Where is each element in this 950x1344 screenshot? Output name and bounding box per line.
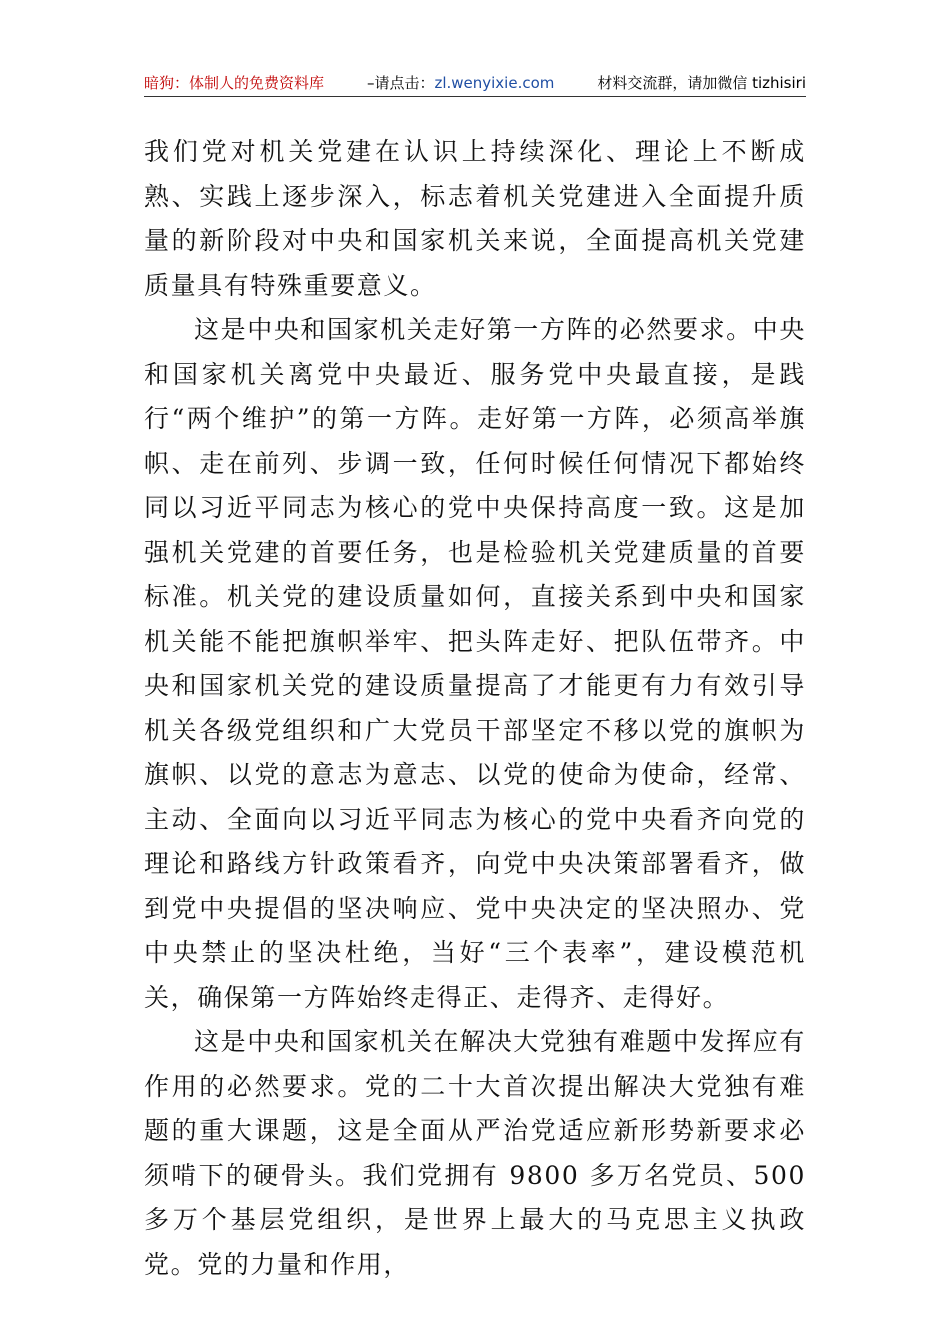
page-header xyxy=(144,68,806,97)
header-url-link[interactable]: zl.wenyixie.com xyxy=(434,73,555,92)
paragraph-3: 这是中央和国家机关在解决大党独有难题中发挥应有作用的必然要求。党的二十大首次提出解决大党独有难题的重大课题，这是全面从严治党适应新形势新要求必须啃下的硬骨头。我们党拥有 9800 多万名党员、500 多万个基层党组织，是世界上最大的马克思主义执政党。党的力量和作用， xyxy=(144,1027,806,1279)
paragraph-2: 这是中央和国家机关走好第一方阵的必然要求。中央和国家机关离党中央最近、服务党中央最直接，是践行“两个维护”的第一方阵。走好第一方阵，必须高举旗帜、走在前列、步调一致，任何时候任何情况下都始终同以习近平同志为核心的党中央保持高度一致。这是加强机关党建的首要任务，也是检验机关党建质量的首要标准。机关党的建设质量如何，直接关系到中央和国家机关能不能把旗帜举牢、把头阵走好、把队伍带齐。中央和国家机关党的建设质量提高了才能更有力有效引导机关各级党组织和广大党员干部坚定不移以党的旗帜为旗帜、以党的意志为意志、以党的使命为使命，经常、主动、全面向以习近平同志为核心的党中央看齐向党的理论和路线方针政策看齐，向党中央决策部署看齐，做到党中央提倡的坚决响应、党中央决定的坚决照办、党中央禁止的坚决杜绝，当好“三个表率”，建设模范机关，确保第一方阵始终走得正、走得齐、走得好。 xyxy=(144,315,806,1012)
header-contact-note: 材料交流群，请加微信 tizhisiri xyxy=(597,73,806,92)
paragraph-1: 我们党对机关党建在认识上持续深化、理论上不断成熟、实践上逐步深入，标志着机关党建进入全面提升质量的新阶段对中央和国家机关来说，全面提高机关党建质量具有特殊重要意义。 xyxy=(144,137,806,300)
header-link-prefix: –请点击： xyxy=(366,73,435,92)
document-body xyxy=(144,130,806,1287)
header-link-group xyxy=(367,72,554,93)
header-site-name: 暗狗：体制人的免费资料库 xyxy=(144,73,325,92)
